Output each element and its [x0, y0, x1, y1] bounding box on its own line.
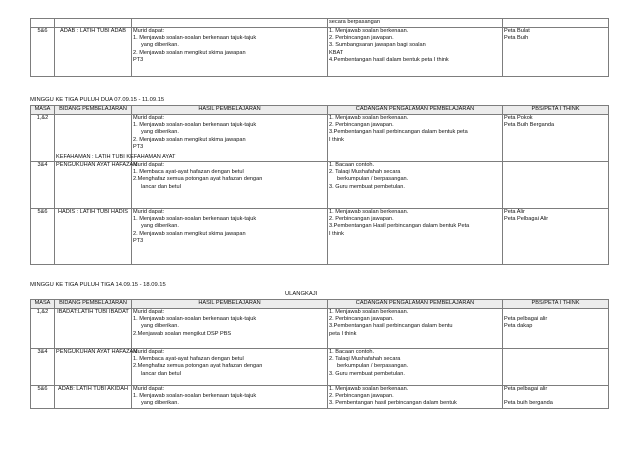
- cadangan-cell: 1. Menjawab soalan berkenaan. 2. Perbincangan jawapan. 3. Sumbangsaran jawapan bagi soalan KBAT 4.Pembentangan hasil dalam bentuk peta I think: [328, 28, 503, 77]
- hasil-cell: Murid dapat: 1. Menjawab soalan-soalan berkenaan tajuk-tajuk yang diberikan. 2. Menjawab soalan mengikut skima jawapan PT3: [132, 28, 328, 77]
- table-row: [31, 386, 609, 409]
- cadangan-cell: 1. Bacaan contoh. 2. Talaqi Mushafahah secara berkumpulan / berpasangan. 3. Guru membuat pembetulan.: [328, 349, 503, 386]
- header-cadangan: CADANGAN PENGALAMAN PEMBELAJARAN: [328, 106, 503, 115]
- table-row: [31, 309, 609, 349]
- hasil-cell: Murid dapat: 1. Membaca ayat-ayat hafazan dengan betul 2.Menghafaz semua potongan ayat hafazan dengan lancar dan betul: [132, 162, 328, 209]
- table-row: [31, 209, 609, 265]
- bidang-cell: ADAB: LATIH TUBI AKIDAH: [55, 386, 132, 409]
- header-bidang: BIDANG PEMBELAJARAN: [55, 300, 132, 309]
- header-masa: MASA: [31, 300, 55, 309]
- pbs-cell: Peta pelbagai alir Peta buih berganda: [503, 386, 609, 409]
- pbs-cell: [503, 349, 609, 386]
- header-pbs: PBS/PETA I THINK: [503, 106, 609, 115]
- header-row: [31, 300, 609, 309]
- table-row: [31, 115, 609, 162]
- header-row: [31, 106, 609, 115]
- header-hasil: HASIL PEMBELAJARAN: [132, 300, 328, 309]
- bidang-cell: IBADAT:LATIH TUBI IBADAT: [55, 309, 132, 349]
- pbs-cell: [503, 162, 609, 209]
- bidang-cell: PENGUKUHAN AYAT HAFAZAN: [55, 349, 132, 386]
- bidang-cell: HADIS : LATIH TUBI HADIS: [55, 209, 132, 265]
- hasil-cell: Murid dapat: 1. Membaca ayat-ayat hafazan dengan betul 2.Menghafaz semua potongan ayat hafazan dengan lancar dan betul: [132, 349, 328, 386]
- hasil-cell: Murid dapat: 1. Menjawab soalan-soalan berkenaan tajuk-tajuk yang diberikan. 2. Menjawab soalan mengikut skima jawapan PT3: [132, 209, 328, 265]
- bidang-cell: KEFAHAMAN : LATIH TUBI KEFAHAMAN AYAT: [55, 115, 132, 162]
- header-pbs: PBS/PETA I THINK: [503, 300, 609, 309]
- masa-cell: 5&6: [31, 209, 55, 265]
- cadangan-cell: 1. Bacaan contoh. 2. Talaqi Mushafahah secara berkumpulan / berpasangan. 3. Guru membuat pembetulan.: [328, 162, 503, 209]
- bidang-cell: PENGUKUHAN AYAT HAFAZAN: [55, 162, 132, 209]
- table-row: [31, 162, 609, 209]
- cadangan-cell: 1. Menjawab soalan berkenaan. 2. Perbincangan jawapan. 3. Pembentangan hasil perbincangan dalam bentuk: [328, 386, 503, 409]
- hasil-cell: Murid dapat: 1. Menjawab soalan-soalan berkenaan tajuk-tajuk yang diberikan. 2.Menjawab soalan mengikut DSP PBS: [132, 309, 328, 349]
- bidang-cell: ADAB : LATIH TUBI ADAB: [55, 28, 132, 77]
- masa-cell: 5&6: [31, 28, 55, 77]
- header-masa: MASA: [31, 106, 55, 115]
- masa-cell: 3&4: [31, 162, 55, 209]
- ulangkaji-note: ULANGKAJI: [285, 291, 318, 297]
- pbs-cell: Peta Pokok Peta Buih Berganda: [503, 115, 609, 162]
- cadangan-cell: 1. Menjawab soalan berkenaan. 2. Perbincangan jawapan. 3.Pembentangan hasil perbincangan dalam bentuk peta I think: [328, 115, 503, 162]
- table-row: [31, 28, 609, 77]
- masa-cell: 1,&2: [31, 309, 55, 349]
- header-hasil: HASIL PEMBELAJARAN: [132, 106, 328, 115]
- masa-cell: 3&4: [31, 349, 55, 386]
- hasil-cell: Murid dapat: 1. Menjawab soalan-soalan berkenaan tajuk-tajuk yang diberikan.: [132, 386, 328, 409]
- table-previous-week: [30, 18, 609, 77]
- cadangan-cell: 1. Menjawab soalan berkenaan. 2. Perbincangan jawapan. 3.Pembentangan Hasil perbincangan dalam bentuk Peta I think: [328, 209, 503, 265]
- table-week-32: [30, 105, 609, 265]
- week-32-title: MINGGU KE TIGA PULUH DUA 07.09.15 - 11.09.15: [30, 97, 165, 103]
- pbs-cell: Peta pelbagai alir Peta dakap: [503, 309, 609, 349]
- table-week-33: [30, 299, 609, 409]
- cadangan-cell: 1. Menjawab soalan berkenaan. 2. Perbincangan jawapan. 3.Pembentangan hasil perbincangan dalam bentu peta I think: [328, 309, 503, 349]
- masa-cell: 5&6: [31, 386, 55, 409]
- pbs-cell: Peta Bulat Peta Buih: [503, 28, 609, 77]
- header-bidang: BIDANG PEMBELAJARAN: [55, 106, 132, 115]
- masa-cell: 1,&2: [31, 115, 55, 162]
- week-33-title: MINGGU KE TIGA PULUH TIGA 14.09.15 - 18.09.15: [30, 282, 166, 288]
- header-cadangan: CADANGAN PENGALAMAN PEMBELAJARAN: [328, 300, 503, 309]
- pbs-cell: Peta Alir Peta Pelbagai Alir: [503, 209, 609, 265]
- top-note: secara berpasangan: [328, 19, 503, 28]
- hasil-cell: Murid dapat: 1. Menjawab soalan-soalan berkenaan tajuk-tajuk yang diberikan. 2. Menjawab soalan mengikut skima jawapan PT3: [132, 115, 328, 162]
- table-row: [31, 349, 609, 386]
